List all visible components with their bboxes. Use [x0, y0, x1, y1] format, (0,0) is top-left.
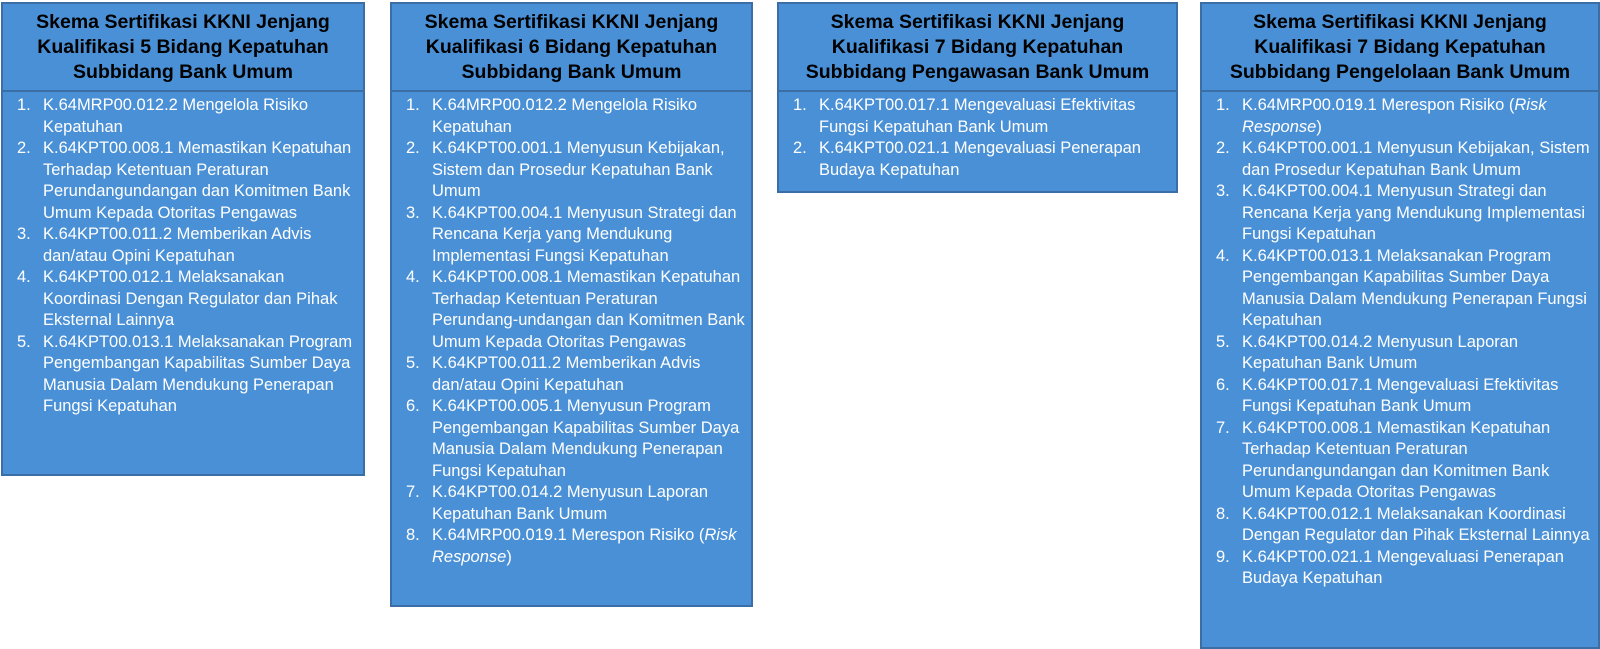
scheme-box-level-6 — [390, 2, 753, 607]
scheme-title: Skema Sertifikasi KKNI Jenjang Kualifikasi 6 Bidang Kepatuhan Subbidang Bank Umum — [392, 4, 751, 92]
unit-text — [1242, 333, 1518, 373]
unit-text — [1242, 505, 1590, 545]
unit-text — [1242, 139, 1590, 179]
unit-number: 8. — [1216, 504, 1230, 523]
unit-item — [1202, 246, 1598, 332]
unit-item — [1202, 95, 1598, 138]
unit-item — [1202, 547, 1598, 590]
unit-item — [1202, 375, 1598, 418]
unit-number: 4. — [1216, 246, 1230, 265]
unit-text — [43, 268, 337, 329]
unit-suffix: ) — [1316, 117, 1322, 136]
unit-item — [3, 95, 363, 138]
unit-code-title: K.64KPT00.005.1 Menyusun Program Pengembangan Kapabilitas Sumber Daya Manusia Dalam Mendukung Penerapan Fungsi Kepatuhan — [432, 397, 740, 480]
unit-code-title: K.64KPT00.008.1 Memastikan Kepatuhan Terhadap Ketentuan Peraturan Perundang-undangan dan Komitmen Bank Umum Kepada Otoritas Pengawas — [432, 268, 745, 351]
unit-code-title: K.64MRP00.012.2 Mengelola Risiko Kepatuhan — [43, 96, 309, 136]
unit-text — [432, 268, 745, 351]
unit-number: 6. — [406, 397, 420, 415]
unit-number: 7. — [1216, 418, 1230, 437]
unit-item — [392, 95, 751, 138]
unit-item — [392, 138, 751, 203]
unit-number: 2. — [17, 139, 31, 157]
unit-text — [43, 225, 311, 265]
unit-item — [1202, 181, 1598, 246]
unit-number: 7. — [406, 483, 420, 501]
unit-list — [779, 92, 1176, 181]
unit-code-title: K.64KPT00.021.1 Mengevaluasi Penerapan Budaya Kepatuhan — [819, 139, 1141, 179]
unit-number: 2. — [793, 139, 807, 157]
unit-number: 1. — [17, 96, 31, 114]
unit-number: 2. — [1216, 139, 1230, 157]
unit-number: 1. — [1216, 96, 1230, 114]
unit-item — [392, 353, 751, 396]
unit-code-title: K.64KPT00.014.2 Menyusun Laporan Kepatuhan Bank Umum — [1242, 332, 1519, 372]
unit-number: 3. — [1216, 182, 1230, 200]
unit-list — [3, 92, 363, 418]
unit-number: 5. — [406, 354, 420, 372]
unit-item — [779, 138, 1176, 181]
unit-code-title: K.64KPT00.001.1 Menyusun Kebijakan, Sistem dan Prosedur Kepatuhan Bank Umum — [1242, 139, 1590, 179]
unit-number: 5. — [17, 332, 31, 351]
unit-text — [1242, 548, 1564, 588]
scheme-box-level-5 — [1, 2, 365, 476]
unit-text — [1242, 247, 1587, 330]
unit-item — [392, 267, 751, 353]
unit-code-title: K.64KPT00.004.1 Menyusun Strategi dan Rencana Kerja yang Mendukung Implementasi Fungsi Kepatuhan — [1242, 182, 1586, 243]
unit-code-title: K.64KPT00.008.1 Memastikan Kepatuhan Terhadap Ketentuan Peraturan Perundangundangan dan Komitmen Bank Umum Kepada Otoritas Pengawas — [1242, 418, 1551, 501]
unit-italic-term: Risk Response — [432, 526, 737, 566]
unit-text — [1242, 419, 1550, 502]
unit-code-title: K.64KPT00.001.1 Menyusun Kebijakan, Sistem dan Prosedur Kepatuhan Bank Umum — [432, 139, 725, 200]
unit-item — [3, 138, 363, 224]
unit-code-title: K.64KPT00.008.1 Memastikan Kepatuhan Terhadap Ketentuan Peraturan Perundangundangan dan Komitmen Bank Umum Kepada Otoritas Pengawas — [43, 139, 352, 222]
unit-text — [43, 139, 351, 222]
unit-code-title: K.64MRP00.012.2 Mengelola Risiko Kepatuhan — [432, 96, 698, 136]
scheme-title: Skema Sertifikasi KKNI Jenjang Kualifikasi 5 Bidang Kepatuhan Subbidang Bank Umum — [3, 4, 363, 92]
unit-item — [1202, 418, 1598, 504]
unit-text — [432, 397, 739, 480]
unit-text — [43, 333, 352, 416]
unit-text — [819, 139, 1141, 179]
unit-item — [392, 482, 751, 525]
unit-text — [432, 526, 736, 566]
unit-number: 9. — [1216, 547, 1230, 566]
scheme-title: Skema Sertifikasi KKNI Jenjang Kualifikasi 7 Bidang Kepatuhan Subbidang Pengawasan Bank Umum — [779, 4, 1176, 92]
scheme-title: Skema Sertifikasi KKNI Jenjang Kualifikasi 7 Bidang Kepatuhan Subbidang Pengelolaan Bank Umum — [1202, 4, 1598, 92]
unit-text — [432, 354, 700, 394]
unit-item — [392, 203, 751, 268]
unit-code-title: K.64KPT00.014.2 Menyusun Laporan Kepatuhan Bank Umum — [432, 483, 709, 523]
unit-text — [1242, 376, 1558, 416]
unit-code-title: K.64KPT00.011.2 Memberikan Advis dan/atau Opini Kepatuhan — [432, 354, 701, 394]
unit-text — [432, 204, 737, 265]
unit-number: 8. — [406, 526, 420, 544]
unit-code-title: K.64KPT00.012.1 Melaksanakan Koordinasi Dengan Regulator dan Pihak Eksternal Lainnya — [1242, 504, 1590, 544]
unit-item — [1202, 332, 1598, 375]
unit-number: 1. — [793, 96, 807, 114]
unit-number: 4. — [406, 268, 420, 286]
unit-item — [3, 267, 363, 332]
unit-code-title: K.64KPT00.017.1 Mengevaluasi Efektivitas Fungsi Kepatuhan Bank Umum — [1242, 375, 1559, 415]
unit-text — [43, 96, 308, 136]
unit-number: 2. — [406, 139, 420, 157]
unit-text — [432, 139, 725, 200]
unit-code-title: K.64MRP00.019.1 Merespon Risiko ( — [1242, 96, 1515, 114]
unit-item — [3, 332, 363, 418]
unit-number: 4. — [17, 268, 31, 286]
unit-text — [1242, 182, 1585, 243]
unit-text — [1242, 96, 1546, 136]
unit-suffix: ) — [506, 547, 512, 566]
unit-text — [432, 483, 708, 523]
unit-number: 3. — [406, 203, 420, 222]
unit-code-title: K.64KPT00.017.1 Mengevaluasi Efektivitas Fungsi Kepatuhan Bank Umum — [819, 96, 1136, 136]
unit-item — [779, 95, 1176, 138]
unit-item — [3, 224, 363, 267]
scheme-box-level-7-pengawasan — [777, 2, 1178, 193]
unit-code-title: K.64KPT00.013.1 Melaksanakan Program Pengembangan Kapabilitas Sumber Daya Manusia Dalam Mendukung Penerapan Fungsi Kepatuhan — [43, 332, 353, 415]
unit-item — [1202, 504, 1598, 547]
scheme-box-level-7-pengelolaan — [1200, 2, 1600, 649]
unit-italic-term: Risk Response — [1242, 96, 1547, 136]
unit-code-title: K.64KPT00.012.1 Melaksanakan Koordinasi Dengan Regulator dan Pihak Eksternal Lainnya — [43, 268, 338, 329]
unit-text — [819, 96, 1135, 136]
unit-item — [1202, 138, 1598, 181]
unit-list — [392, 92, 751, 568]
unit-code-title: K.64KPT00.004.1 Menyusun Strategi dan Rencana Kerja yang Mendukung Implementasi Fungsi Kepatuhan — [432, 203, 737, 265]
unit-code-title: K.64KPT00.013.1 Melaksanakan Program Pengembangan Kapabilitas Sumber Daya Manusia Dalam Mendukung Penerapan Fungsi Kepatuhan — [1242, 246, 1587, 329]
unit-code-title: K.64MRP00.019.1 Merespon Risiko ( — [432, 526, 705, 544]
unit-item — [392, 525, 751, 568]
unit-text — [432, 96, 697, 136]
unit-number: 3. — [17, 225, 31, 243]
unit-list — [1202, 92, 1598, 590]
unit-number: 6. — [1216, 375, 1230, 394]
unit-number: 1. — [406, 96, 420, 114]
unit-code-title: K.64KPT00.021.1 Mengevaluasi Penerapan Budaya Kepatuhan — [1242, 547, 1564, 587]
unit-number: 5. — [1216, 332, 1230, 351]
unit-code-title: K.64KPT00.011.2 Memberikan Advis dan/atau Opini Kepatuhan — [43, 225, 312, 265]
unit-item — [392, 396, 751, 482]
